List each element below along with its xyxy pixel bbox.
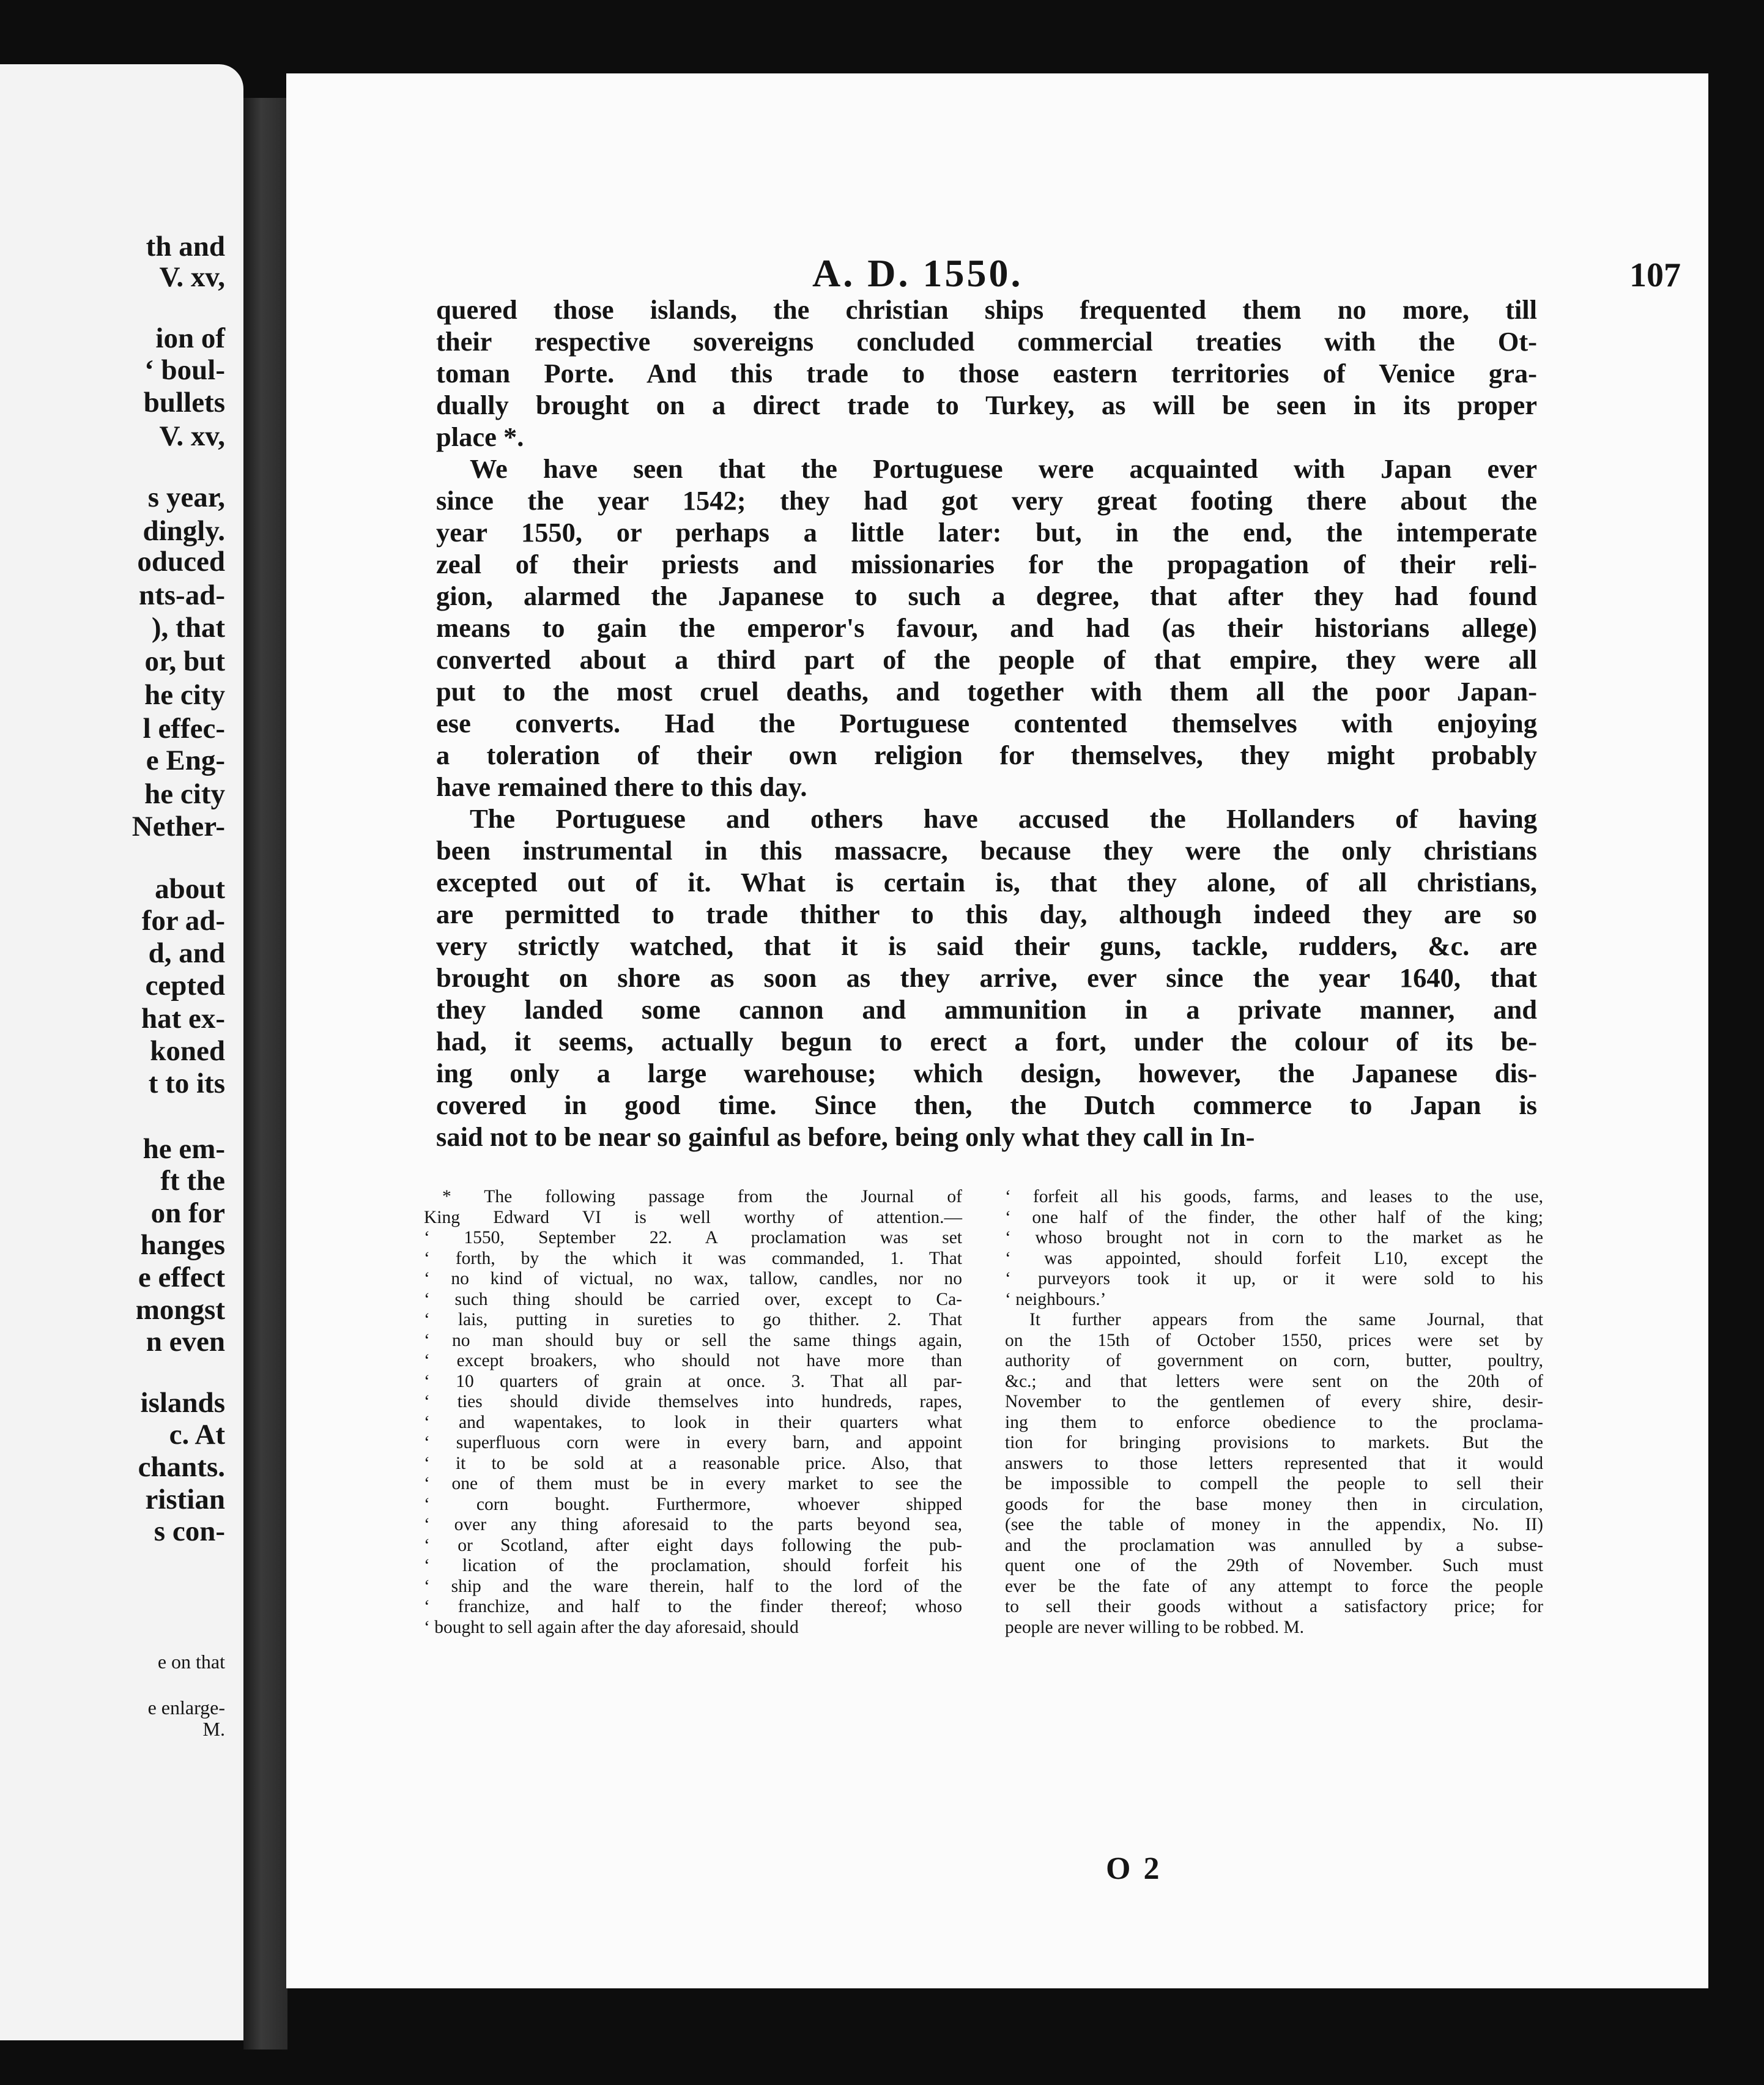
left-page-fragment: t to its bbox=[148, 1068, 225, 1099]
footnote-line: ‘ whoso brought not in corn to the market as he bbox=[1005, 1228, 1543, 1247]
left-page-fragment: he em- bbox=[143, 1133, 225, 1165]
text-line: very strictly watched, that it is said their guns, tackle, rudders, &c. are bbox=[436, 931, 1537, 961]
footnote-line: tion for bringing provisions to markets. But the bbox=[1005, 1433, 1543, 1452]
footnote-line: ‘ bought to sell again after the day aforesaid, should bbox=[424, 1617, 799, 1637]
left-page-fragment: for ad- bbox=[141, 905, 225, 937]
left-page-fragment: oduced bbox=[137, 546, 225, 578]
footnote-line: ‘ forth, by the which it was commanded, 1. That bbox=[424, 1248, 962, 1268]
left-page-footnote-fragment: e enlarge- bbox=[147, 1697, 225, 1719]
left-page-fragment: chants. bbox=[138, 1451, 225, 1483]
text-line: We have seen that the Portuguese were acquainted with Japan ever bbox=[470, 453, 1537, 484]
footnote bbox=[424, 1187, 1543, 1774]
footnote-line: ‘ superfluous corn were in every barn, and appoint bbox=[424, 1433, 962, 1452]
footnote-line: ‘ lais, putting in sureties to go thither. 2. That bbox=[424, 1310, 962, 1329]
footnote-line: ‘ ties should divide themselves into hundreds, rapes, bbox=[424, 1392, 962, 1411]
left-page-fragment: e effect bbox=[138, 1262, 225, 1293]
footnote-line: ‘ except broakers, who should not have more than bbox=[424, 1351, 962, 1370]
left-page-fragment: he city bbox=[144, 679, 225, 711]
footnote-line: to sell their goods without a satisfactory price; for bbox=[1005, 1597, 1543, 1616]
left-page-fragment: on for bbox=[150, 1197, 225, 1229]
left-page-fragment: th and bbox=[146, 231, 225, 262]
text-line: their respective sovereigns concluded commercial treaties with the Ot- bbox=[436, 326, 1537, 357]
footnote-line: ‘ franchize, and half to the finder thereof; whoso bbox=[424, 1597, 962, 1616]
footnote-line: on the 15th of October 1550, prices were set by bbox=[1005, 1330, 1543, 1350]
text-line: year 1550, or perhaps a little later: but, in the end, the intemperate bbox=[436, 517, 1537, 548]
footnote-line: * The following passage from the Journal of bbox=[442, 1187, 962, 1206]
left-facing-page bbox=[0, 64, 243, 2040]
footnote-line: and the proclamation was annulled by a subse- bbox=[1005, 1535, 1543, 1555]
footnote-line: ever be the fate of any attempt to force the people bbox=[1005, 1576, 1543, 1596]
text-line: quered those islands, the christian ships frequented them no more, till bbox=[436, 294, 1537, 325]
text-line: toman Porte. And this trade to those eastern territories of Venice gra- bbox=[436, 358, 1537, 388]
text-line: covered in good time. Since then, the Dutch commerce to Japan is bbox=[436, 1090, 1537, 1120]
left-page-fragment: n even bbox=[146, 1326, 225, 1358]
footnote-line: ‘ over any thing aforesaid to the parts beyond sea, bbox=[424, 1515, 962, 1534]
footnote-line: (see the table of money in the appendix, No. II) bbox=[1005, 1515, 1543, 1534]
footnote-line: ‘ 10 quarters of grain at once. 3. That all par- bbox=[424, 1371, 962, 1391]
right-page bbox=[286, 73, 1708, 1988]
left-page-fragment: l effec- bbox=[143, 713, 225, 745]
left-page-fragment: V. xv, bbox=[159, 261, 225, 293]
footnote-line: ‘ ship and the ware therein, half to the lord of the bbox=[424, 1576, 962, 1596]
left-page-fragment: or, but bbox=[144, 645, 225, 677]
text-line: brought on shore as soon as they arrive, ever since the year 1640, that bbox=[436, 962, 1537, 993]
running-head: A. D. 1550. bbox=[812, 251, 1023, 295]
signature-mark: O 2 bbox=[1106, 1851, 1162, 1886]
main-text bbox=[436, 294, 1537, 1153]
footnote-left-column bbox=[424, 1187, 962, 1638]
text-line: place *. bbox=[436, 422, 524, 452]
left-page-fragment: about bbox=[155, 873, 225, 905]
left-page-fragment: ristian bbox=[145, 1484, 225, 1515]
text-line: zeal of their priests and missionaries for the propagation of their reli- bbox=[436, 549, 1537, 579]
text-line: dually brought on a direct trade to Turkey, as will be seen in its proper bbox=[436, 390, 1537, 420]
text-line: had, it seems, actually begun to erect a fort, under the colour of its be- bbox=[436, 1026, 1537, 1057]
footnote-line: ‘ and wapentakes, to look in their quarters what bbox=[424, 1412, 962, 1432]
text-line: The Portuguese and others have accused the Hollanders of having bbox=[470, 803, 1537, 834]
left-page-fragment: e Eng- bbox=[146, 745, 225, 776]
footnote-line: ‘ 1550, September 22. A proclamation was set bbox=[424, 1228, 962, 1247]
text-line: since the year 1542; they had got very great footing there about the bbox=[436, 485, 1537, 516]
left-page-fragment: bullets bbox=[143, 387, 225, 418]
left-page-fragment: hanges bbox=[140, 1229, 225, 1261]
footnote-line: quent one of the 29th of November. Such must bbox=[1005, 1556, 1543, 1575]
text-line: are permitted to trade thither to this day, although indeed they are so bbox=[436, 899, 1537, 929]
left-page-fragment: V. xv, bbox=[159, 420, 225, 452]
footnote-line: ‘ one of them must be in every market to see the bbox=[424, 1474, 962, 1493]
footnote-line: ‘ it to be sold at a reasonable price. Also, that bbox=[424, 1453, 962, 1473]
text-line: excepted out of it. What is certain is, that they alone, of all christians, bbox=[436, 867, 1537, 898]
footnote-line: ‘ was appointed, should forfeit L10, except the bbox=[1005, 1248, 1543, 1268]
text-line: have remained there to this day. bbox=[436, 771, 807, 802]
footnote-line: ‘ no kind of victual, no wax, tallow, candles, nor no bbox=[424, 1269, 962, 1288]
footnote-line: November to the gentlemen of every shire, desir- bbox=[1005, 1392, 1543, 1411]
left-page-fragment: d, and bbox=[148, 937, 225, 969]
footnote-line: ‘ corn bought. Furthermore, whoever shipped bbox=[424, 1494, 962, 1514]
footnote-line: ‘ such thing should be carried over, except to Ca- bbox=[424, 1289, 962, 1309]
footnote-line: ‘ lication of the proclamation, should forfeit his bbox=[424, 1556, 962, 1575]
book-gutter-shadow bbox=[243, 98, 287, 2050]
text-line: ing only a large warehouse; which design, however, the Japanese dis- bbox=[436, 1058, 1537, 1088]
footnote-line: &c.; and that letters were sent on the 20th of bbox=[1005, 1371, 1543, 1391]
footnote-line: be impossible to compell the people to sell their bbox=[1005, 1474, 1543, 1493]
text-line: means to gain the emperor's favour, and had (as their historians allege) bbox=[436, 612, 1537, 643]
footnote-line: ‘ neighbours.’ bbox=[1005, 1289, 1106, 1309]
left-page-footnote-fragment: M. bbox=[202, 1718, 225, 1740]
footnote-line: people are never willing to be robbed. M. bbox=[1005, 1617, 1305, 1637]
text-line: converted about a third part of the people of that empire, they were all bbox=[436, 644, 1537, 675]
footnote-line: ‘ forfeit all his goods, farms, and leases to the use, bbox=[1005, 1187, 1543, 1206]
left-page-fragment: nts-ad- bbox=[138, 579, 225, 611]
left-page-fragment: he city bbox=[144, 778, 225, 810]
text-line: been instrumental in this massacre, because they were the only christians bbox=[436, 835, 1537, 866]
left-page-fragment: islands bbox=[140, 1387, 225, 1419]
left-page-fragment: koned bbox=[150, 1035, 225, 1067]
footnote-line: ing them to enforce obedience to the proclama- bbox=[1005, 1412, 1543, 1432]
left-page-fragment: Nether- bbox=[132, 811, 225, 842]
footnote-line: goods for the base money then in circulation, bbox=[1005, 1494, 1543, 1514]
footnote-line: ‘ purveyors took it up, or it were sold to his bbox=[1005, 1269, 1543, 1288]
left-page-fragment: mongst bbox=[135, 1294, 225, 1326]
text-line: said not to be near so gainful as before, being only what they call in In- bbox=[436, 1121, 1255, 1152]
footnote-line: ‘ or Scotland, after eight days following the pub- bbox=[424, 1535, 962, 1555]
left-page-fragment: ion of bbox=[155, 322, 225, 354]
text-line: put to the most cruel deaths, and together with them all the poor Japan- bbox=[436, 676, 1537, 707]
text-line: ese converts. Had the Portuguese contented themselves with enjoying bbox=[436, 708, 1537, 738]
left-page-fragment: ft the bbox=[160, 1165, 225, 1197]
footnote-line: answers to those letters represented that it would bbox=[1005, 1453, 1543, 1473]
page-header bbox=[286, 251, 1708, 300]
left-page-fragment: cepted bbox=[145, 970, 225, 1002]
left-page-fragment: s con- bbox=[154, 1515, 225, 1547]
left-page-footnote-fragment: e on that bbox=[157, 1651, 225, 1673]
left-page-fragment: dingly. bbox=[143, 515, 225, 547]
footnote-line: ‘ no man should buy or sell the same things again, bbox=[424, 1330, 962, 1350]
left-page-fragment: c. At bbox=[169, 1419, 225, 1451]
footnote-line: authority of government on corn, butter, poultry, bbox=[1005, 1351, 1543, 1370]
footnote-line: ‘ one half of the finder, the other half of the king; bbox=[1005, 1207, 1543, 1227]
footnote-line: King Edward VI is well worthy of attention.— bbox=[424, 1207, 962, 1227]
text-line: they landed some cannon and ammunition in a private manner, and bbox=[436, 994, 1537, 1025]
page-number: 107 bbox=[1629, 256, 1681, 294]
left-page-fragment: ‘ boul- bbox=[144, 354, 225, 386]
footnote-line: It further appears from the same Journal, that bbox=[1029, 1310, 1543, 1329]
text-line: a toleration of their own religion for themselves, they might probably bbox=[436, 740, 1537, 770]
left-page-fragment: s year, bbox=[147, 481, 225, 513]
left-page-fragment: hat ex- bbox=[141, 1003, 225, 1035]
footnote-right-column bbox=[1005, 1187, 1543, 1638]
text-line: gion, alarmed the Japanese to such a degree, that after they had found bbox=[436, 581, 1537, 611]
left-page-fragment: ), that bbox=[151, 612, 225, 644]
